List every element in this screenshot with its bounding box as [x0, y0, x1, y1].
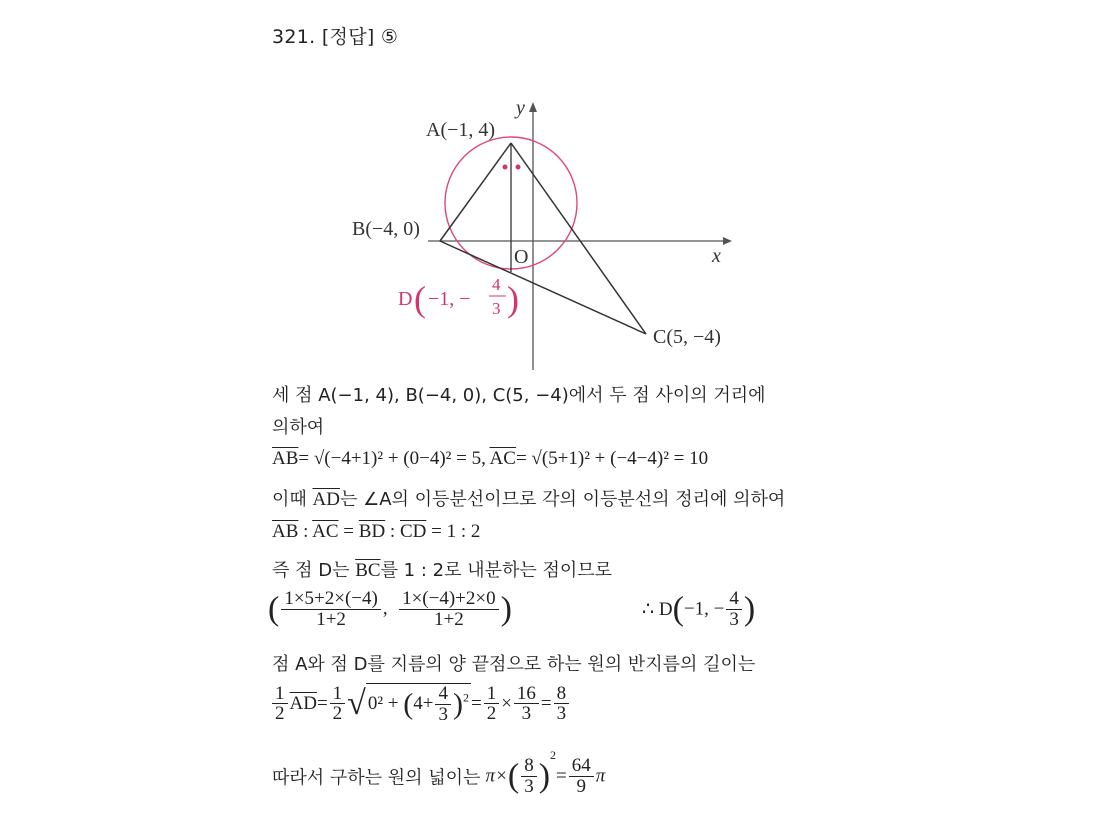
ratio-eq: =	[338, 521, 359, 542]
therefore-d	[642, 589, 755, 630]
radius-result: $\frac{8}{3}$	[554, 684, 570, 725]
label-d-den: 3	[492, 299, 501, 318]
segment-bc	[440, 241, 646, 334]
radius-calculation: $\frac{1}{2}$ $\overline{AD}=$ $\frac{1}{2}$ √ 0² + (4+ $\frac{4}{3}$ )$^2$ = $\frac{1}{2}$ × $\frac{16}{3}$ = $\frac{8}{3}$	[270, 683, 571, 725]
segment-ac	[511, 143, 646, 334]
segment-bc-label: $\overline{BC}$	[355, 560, 381, 581]
label-d-values: −1, −	[428, 288, 471, 310]
x-axis-arrow	[723, 237, 732, 245]
therefore-symbol: ∴ D	[642, 598, 673, 620]
label-d-paren-open: (	[414, 279, 426, 319]
x-denominator: 1+2	[316, 608, 346, 630]
sqrt-sign: √	[347, 684, 366, 722]
ab-expression: = √(−4+1)² + (0−4)² = 5,	[298, 448, 486, 469]
radius-ad: $\overline{AD}$	[289, 692, 317, 714]
label-a: A(−1, 4)	[426, 119, 496, 141]
ratio-colon-1: :	[298, 521, 313, 542]
radius-eq-1: =	[316, 692, 328, 714]
half-fraction: $\frac{1}{2}$	[272, 684, 288, 725]
ratio-colon-2: :	[385, 521, 400, 542]
y-numerator: 1×(−4)+2×0	[399, 589, 499, 610]
d-denominator: 3	[729, 608, 739, 630]
y-axis-arrow	[529, 102, 537, 112]
coordinate-figure	[340, 92, 760, 377]
y-denominator: 1+2	[433, 608, 464, 630]
distance-line	[272, 448, 708, 470]
x-coordinate-fraction	[281, 589, 381, 630]
paren-open: (	[268, 590, 280, 628]
ratio-ab: $\overline{AB}$	[272, 521, 299, 542]
label-x: x	[712, 245, 721, 267]
y-coordinate-fraction	[399, 589, 499, 630]
ac-expression: = √(5+1)² + (−4−4)² = 10	[515, 448, 709, 469]
ratio-line	[272, 521, 480, 543]
segment-ac-label: $\overline{AC}$	[489, 448, 516, 469]
d-value: −1, −	[683, 598, 725, 620]
x-numerator: 1×5+2×(−4)	[281, 589, 381, 610]
problem-header: 321. [정답] ⑤	[272, 26, 399, 48]
label-b: B(−4, 0)	[352, 218, 420, 240]
radius-eq-2: =	[470, 692, 482, 714]
area-line	[272, 748, 605, 797]
label-y: y	[516, 97, 525, 119]
ratio-ac: $\overline{AC}$	[312, 521, 339, 542]
paren-close: )	[500, 590, 512, 628]
ratio-value: = 1 : 2	[426, 521, 481, 542]
area-expression: π×( $\frac{8}{3}$ )$^2$= $\frac{64}{9}$ π	[485, 748, 606, 798]
sqrt-body: 0² + (4+ $\frac{4}{3}$ )$^2$	[367, 683, 469, 725]
d-paren-open: (	[672, 590, 684, 628]
text-line-1: 세 점 A(−1, 4), B(−4, 0), C(5, −4)에서 두 점 사이의 거리에	[272, 385, 766, 406]
d-fraction	[726, 589, 742, 630]
segment-ab	[440, 143, 511, 241]
d-numerator: 4	[726, 589, 742, 610]
bisector-text: 는 ∠A의 이등분선이므로 각의 이등분선의 정리에 의하여	[339, 489, 786, 510]
ratio-bd: $\overline{BD}$	[358, 521, 386, 542]
label-d-paren-close: )	[507, 279, 519, 319]
label-d-prefix: D	[398, 288, 413, 310]
division-text: 를 1 : 2로 내분하는 점이므로	[380, 560, 613, 581]
area-prefix: 따라서 구하는 원의 넓이는	[272, 767, 481, 789]
area-result: $\frac{64}{9}$	[569, 756, 594, 797]
division-prefix: 즉 점 D는	[272, 560, 350, 581]
angle-mark-dot-2	[516, 165, 521, 170]
bisector-prefix: 이때	[272, 489, 307, 510]
d-paren-close: )	[743, 590, 756, 628]
bisector-line	[272, 485, 785, 511]
angle-mark-dot-1	[503, 165, 508, 170]
label-origin: O	[514, 246, 529, 268]
label-c: C(5, −4)	[653, 326, 721, 348]
segment-ab-label: $\overline{AB}$	[272, 448, 299, 469]
ratio-cd: $\overline{CD}$	[399, 521, 427, 542]
point-d-calculation: ( $\frac{1\times 5+2\times(-4)}{1+2}$ , $\frac{1\times(-4)+2\times 0}{1+2}$ )	[268, 588, 512, 630]
half-fraction-2: $\frac{1}{2}$	[330, 684, 346, 725]
text-line-radius: 점 A와 점 D를 지름의 양 끝점으로 하는 원의 반지름의 길이는	[272, 654, 756, 675]
division-line	[272, 556, 612, 582]
radius-times: ×	[501, 692, 512, 714]
text-line-2: 의하여	[272, 417, 325, 438]
segment-ad-label: $\overline{AD}$	[312, 489, 340, 510]
radius-eq-3: =	[540, 692, 552, 714]
label-d-num: 4	[492, 275, 501, 294]
